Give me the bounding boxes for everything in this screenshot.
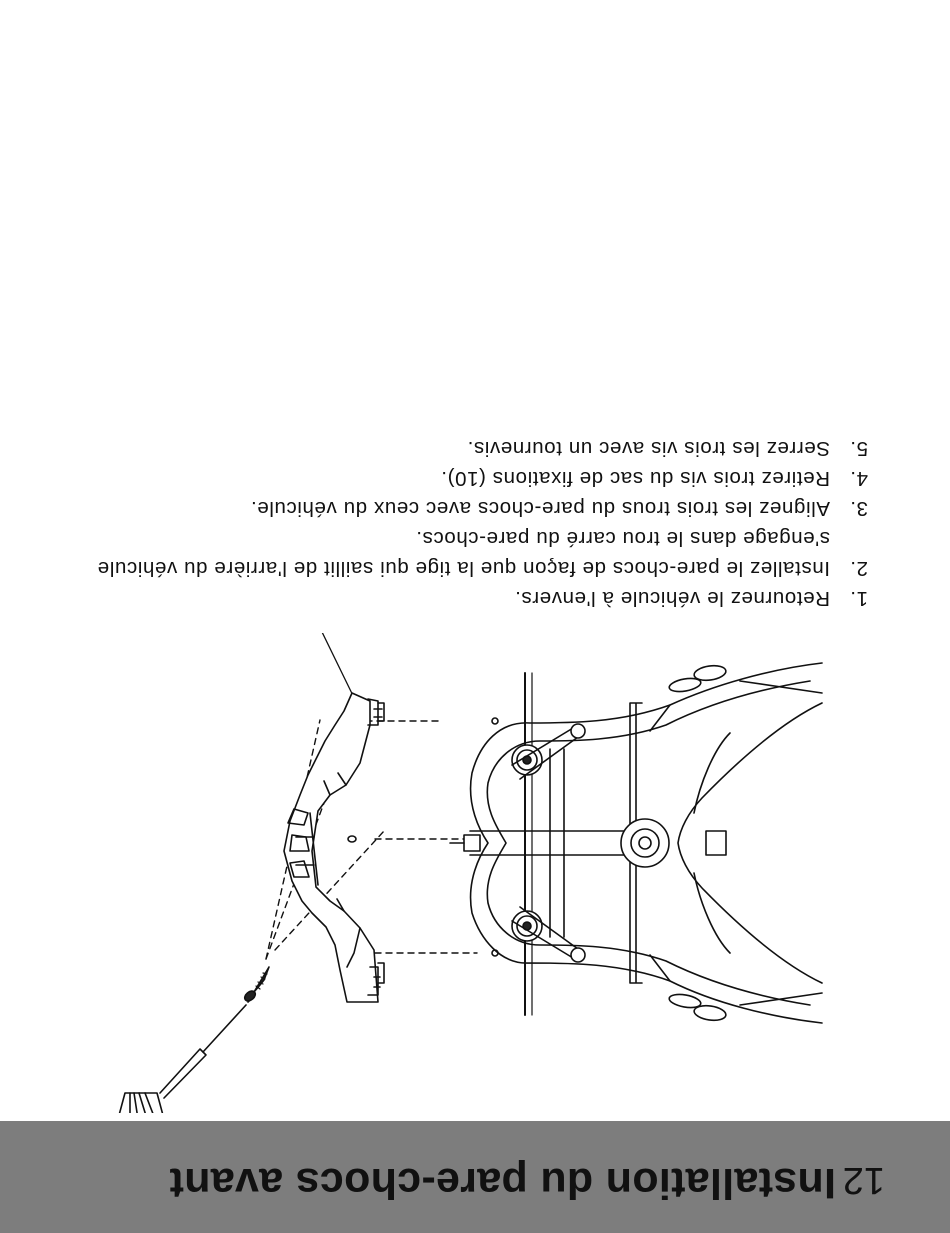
- list-item: [68, 493, 868, 523]
- assembly-diagram: [0, 633, 950, 1113]
- step-number: 2.: [849, 557, 868, 580]
- screw-icon: [243, 967, 269, 1003]
- step-number: 1.: [849, 587, 868, 610]
- list-item: [68, 523, 868, 583]
- list-item: [68, 433, 868, 463]
- step-number: 5.: [849, 437, 868, 460]
- header-band: [0, 1121, 950, 1233]
- step-text: Retirez trois vis du sac de fixations (10).: [440, 467, 830, 490]
- bumper-icon: [284, 693, 384, 1002]
- step-text: Serrez les trois vis avec un tournevis.: [467, 437, 830, 460]
- list-item: [68, 583, 868, 613]
- vehicle-underside-icon: [450, 663, 822, 1023]
- page-title: Installation du pare-chocs avant: [169, 1159, 836, 1207]
- step-number: 3.: [849, 497, 868, 520]
- page-number: 12: [842, 1159, 885, 1201]
- screwdriver-icon: [118, 998, 252, 1113]
- instruction-steps: [68, 433, 868, 613]
- step-text: Installez le pare-chocs de façon que la tige qui saillit de l'arrière du véhicule s'engage dans le trou carré du pare-chocs.: [97, 527, 830, 580]
- step-text: Alignez les trois trous du pare-chocs avec ceux du véhicule.: [250, 497, 830, 520]
- list-item: [68, 463, 868, 493]
- step-text: Retournez le véhicule à l'envers.: [514, 587, 830, 610]
- step-number: 4.: [849, 467, 868, 490]
